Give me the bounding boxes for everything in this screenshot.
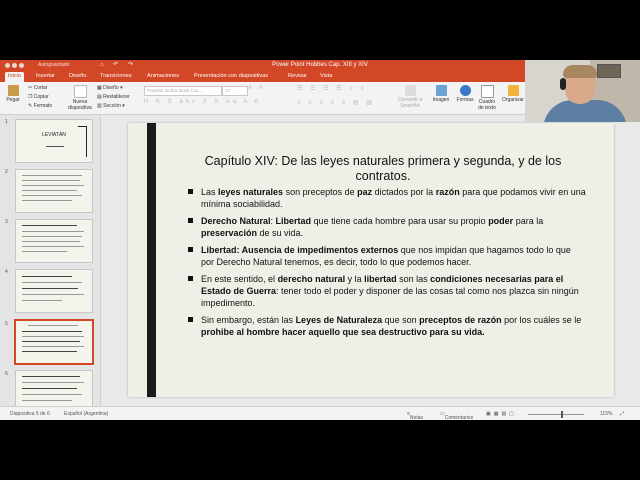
text-box-label: Cuadro de texto xyxy=(478,99,496,111)
layout-button[interactable]: ▦ Diseño ▾ xyxy=(97,85,123,91)
slide-bullet-2[interactable] xyxy=(188,215,586,239)
bullet-text-run: para la xyxy=(513,216,544,226)
bullet-text-run: condiciones necesarias para el Estado de Guerra xyxy=(201,274,564,296)
notes-button[interactable]: ≡ Notas xyxy=(407,411,423,420)
slide-bullet-4[interactable] xyxy=(188,273,586,309)
slide-thumbnails-pane[interactable] xyxy=(0,115,101,406)
thumbnail-text-line xyxy=(22,336,84,337)
thumbnail-text-line xyxy=(22,231,84,232)
thumbnail-text-line xyxy=(22,346,84,347)
arrange-button[interactable] xyxy=(502,85,524,103)
slide-editor-canvas[interactable] xyxy=(101,115,640,406)
slide-bullet-1[interactable] xyxy=(188,186,586,210)
cut-button[interactable]: ✂ Cortar xyxy=(28,85,48,91)
thumbnail-text-line xyxy=(22,400,72,401)
thumbnail-slide-3[interactable] xyxy=(15,219,93,263)
new-slide-icon xyxy=(74,85,87,98)
thumbnail-text-line xyxy=(22,195,82,196)
thumbnail-number: 6 xyxy=(5,371,8,377)
bullet-text-run: son las xyxy=(396,274,431,284)
bullet-text-run: leyes naturales xyxy=(218,187,284,197)
slide-title[interactable]: Capítulo XIV: De las leyes naturales primera y segunda, y de los contratos. xyxy=(204,154,562,183)
text-box-icon xyxy=(481,85,494,98)
bullet-text-run: : tener todo el poder y disponer de las cosas tal como nos plazca sin ningún impedimento. xyxy=(201,286,579,308)
presenter-hair xyxy=(563,65,597,78)
thumbnail-text-line xyxy=(22,200,72,201)
bullet-text-run: Libertad: Ausencia de impedimentos externos xyxy=(201,245,399,255)
shapes-icon xyxy=(460,85,471,96)
bullet-text-run: razón xyxy=(435,187,460,197)
shapes-button[interactable] xyxy=(454,85,476,103)
thumbnail-text-line xyxy=(22,190,77,191)
thumbnail-text-line xyxy=(22,300,62,301)
font-size-select[interactable]: 17 xyxy=(222,86,248,96)
bullet-text-run: : xyxy=(270,216,276,226)
reset-label: Restablecer xyxy=(103,94,130,100)
bullet-text-run: En este sentido, el xyxy=(201,274,278,284)
paste-label: Pegar xyxy=(6,97,20,103)
smartart-icon xyxy=(405,85,416,96)
bullet-text-run: paz xyxy=(357,187,373,197)
new-slide-label: Nueva diapositiva xyxy=(68,99,92,111)
paste-button[interactable] xyxy=(4,85,22,103)
bullet-text-run: dictados por la xyxy=(372,187,436,197)
thumbnail-text-line xyxy=(22,236,82,237)
bullet-text-run: preservación xyxy=(201,228,258,238)
bullet-text-run: Sin embargo, están las xyxy=(201,315,296,325)
convert-smartart-label: Convertir a SmartArt xyxy=(397,97,423,109)
thumbnail-text-line xyxy=(22,175,82,176)
image-icon xyxy=(436,85,447,96)
zoom-slider[interactable] xyxy=(528,414,584,415)
thumbnail-text-line xyxy=(22,382,84,383)
thumbnail-number: 2 xyxy=(5,169,8,175)
bullet-square-icon xyxy=(188,189,193,194)
thumbnail-slide-4[interactable] xyxy=(15,269,93,313)
tab-animaciones[interactable]: Animaciones xyxy=(147,73,180,79)
thumbnail-text-line xyxy=(22,282,82,283)
reset-button[interactable]: ▤ Restablecer xyxy=(97,94,130,100)
format-painter-button[interactable]: ✎ Formato xyxy=(28,103,53,109)
tab-transiciones[interactable]: Transiciones xyxy=(100,73,132,79)
thumbnail-text-line xyxy=(22,251,67,252)
thumbnail-text-line xyxy=(22,394,82,395)
text-box-button[interactable] xyxy=(476,85,498,111)
bullet-square-icon xyxy=(188,218,193,223)
font-grow-shrink-icons[interactable]: A A xyxy=(248,85,267,91)
bullet-text-run: Libertad xyxy=(275,216,312,226)
bullet-text-run: son preceptos de xyxy=(283,187,358,197)
language-indicator[interactable]: Español (Argentina) xyxy=(64,411,109,417)
tab-vista[interactable]: Vista xyxy=(320,73,333,79)
list-format-icons[interactable]: ☰ ☰ ☰ ☰ ≡ ≡ xyxy=(297,86,367,92)
bullet-text-run: por los cuáles se le xyxy=(501,315,582,325)
thumbnail-slide-5-selected[interactable] xyxy=(14,319,94,365)
image-button[interactable] xyxy=(430,85,452,103)
fit-slide-icon[interactable]: ⤢ xyxy=(620,411,625,417)
bullet-text-run: para que podamos vivir en una mínima sociabilidad. xyxy=(201,187,586,209)
layout-label: Diseño xyxy=(103,85,119,91)
thumbnail-text-line xyxy=(22,294,84,295)
headset-icon xyxy=(560,78,566,90)
shapes-label: Formas xyxy=(456,97,474,103)
arrange-icon xyxy=(508,85,519,96)
image-label: Imagen xyxy=(432,97,450,103)
clipboard-icon xyxy=(8,85,19,96)
thumbnail-text-line xyxy=(22,241,80,242)
bullet-text-run: prohibe al hombre hacer aquello que sea destructivo para su vida. xyxy=(201,327,485,337)
tab-inicio[interactable]: Inicio xyxy=(5,72,24,82)
arrange-label: Organizar xyxy=(502,97,524,103)
thumbnail-slide-1[interactable] xyxy=(15,119,93,163)
status-bar xyxy=(0,406,640,420)
comments-button[interactable]: ▭ Comentarios xyxy=(440,411,474,420)
thumbnail-title: LEVIATÁN xyxy=(42,132,66,138)
bullet-text-run: y la xyxy=(345,274,365,284)
thumbnail-text-line xyxy=(22,351,77,352)
thumbnail-text-line xyxy=(22,225,77,226)
cut-label: Cortar xyxy=(33,85,48,91)
background-picture-frame xyxy=(597,64,621,78)
bullet-square-icon xyxy=(188,276,193,281)
slide-counter: Diapositiva 5 de 6 xyxy=(10,411,50,417)
thumbnail-text-line xyxy=(22,341,80,342)
slide-bullet-5[interactable] xyxy=(188,314,586,338)
webcam-overlay xyxy=(525,60,640,122)
window-title: Power Point Hobbes Cap. XIII y XIV xyxy=(272,62,368,68)
zoom-slider-handle[interactable] xyxy=(561,411,563,418)
notes-label: Notas xyxy=(409,415,423,420)
current-slide[interactable] xyxy=(128,123,614,397)
comments-label: Comentarios xyxy=(444,415,474,420)
view-mode-icons[interactable]: ▣▦▤▢ xyxy=(486,411,517,417)
font-name-select[interactable]: Franklin Gothic Book (Cu... xyxy=(144,86,222,96)
font-format-icons[interactable]: N K S abc X X Aa A A xyxy=(144,99,262,105)
thumbnail-text-line xyxy=(22,288,78,289)
bullet-text-run: poder xyxy=(488,216,514,226)
thumbnail-number: 1 xyxy=(5,119,8,125)
bullet-text-run: que tiene cada hombre para usar su propio xyxy=(311,216,489,226)
tab-insertar[interactable]: Insertar xyxy=(36,73,55,79)
thumbnail-decoration xyxy=(78,126,87,157)
slide-bullet-3[interactable] xyxy=(188,244,586,268)
paragraph-align-icons[interactable]: ≡ ≡ ≡ ≡ ≡ ▤ ▥ xyxy=(297,100,375,106)
thumbnail-text-line xyxy=(22,185,84,186)
new-slide-button[interactable] xyxy=(66,85,94,111)
quick-access-toolbar[interactable]: ⌂ ↶ ↷ xyxy=(100,62,138,68)
thumbnail-text-line xyxy=(22,331,82,332)
section-label: Sección xyxy=(103,103,121,109)
bullet-text-run: libertad xyxy=(364,274,397,284)
bullet-text-run: que son xyxy=(382,315,420,325)
thumbnail-text-line xyxy=(22,276,72,277)
bullet-text-run: de su vida. xyxy=(257,228,304,238)
thumbnail-text-line xyxy=(22,180,80,181)
bullet-text-run: Las xyxy=(201,187,219,197)
thumbnail-text-line xyxy=(22,388,77,389)
tab-revisar[interactable]: Revisar xyxy=(288,73,307,79)
thumbnail-text-line xyxy=(22,246,84,247)
thumbnail-text-line xyxy=(28,325,78,326)
thumbnail-number: 5 xyxy=(5,321,8,327)
bullet-text-run: Leyes de Naturaleza xyxy=(295,315,383,325)
slide-decorative-bar xyxy=(147,123,156,397)
thumbnail-text-line xyxy=(22,376,80,377)
thumbnail-slide-2[interactable] xyxy=(15,169,93,213)
format-label: Formato xyxy=(33,103,53,109)
bullet-text-run: que nos impidan que hagamos todo lo que por Derecho Natural tenemos, es decir, todo lo que podemos hacer. xyxy=(201,245,571,267)
thumbnail-number: 3 xyxy=(5,219,8,225)
tab-presentacion[interactable]: Presentación con diapositivas xyxy=(194,73,269,79)
bullet-text-run: derecho natural xyxy=(277,274,346,284)
bullet-square-icon xyxy=(188,247,193,252)
thumbnail-text-line xyxy=(46,146,64,147)
bullet-square-icon xyxy=(188,317,193,322)
bullet-text-run: Derecho Natural xyxy=(201,216,271,226)
thumbnail-slide-6[interactable] xyxy=(15,370,93,407)
autosave-label[interactable]: Autoguardado xyxy=(38,62,70,68)
copy-label: Copiar xyxy=(33,94,49,100)
zoom-level[interactable]: 115% xyxy=(600,411,613,417)
copy-button[interactable]: ❐ Copiar xyxy=(28,94,49,100)
tab-diseno[interactable]: Diseño xyxy=(69,73,87,79)
thumbnail-number: 4 xyxy=(5,269,8,275)
bullet-text-run: preceptos de razón xyxy=(419,315,502,325)
section-button[interactable]: ▥ Sección ▾ xyxy=(97,103,125,109)
convert-smartart-button[interactable] xyxy=(396,85,424,109)
